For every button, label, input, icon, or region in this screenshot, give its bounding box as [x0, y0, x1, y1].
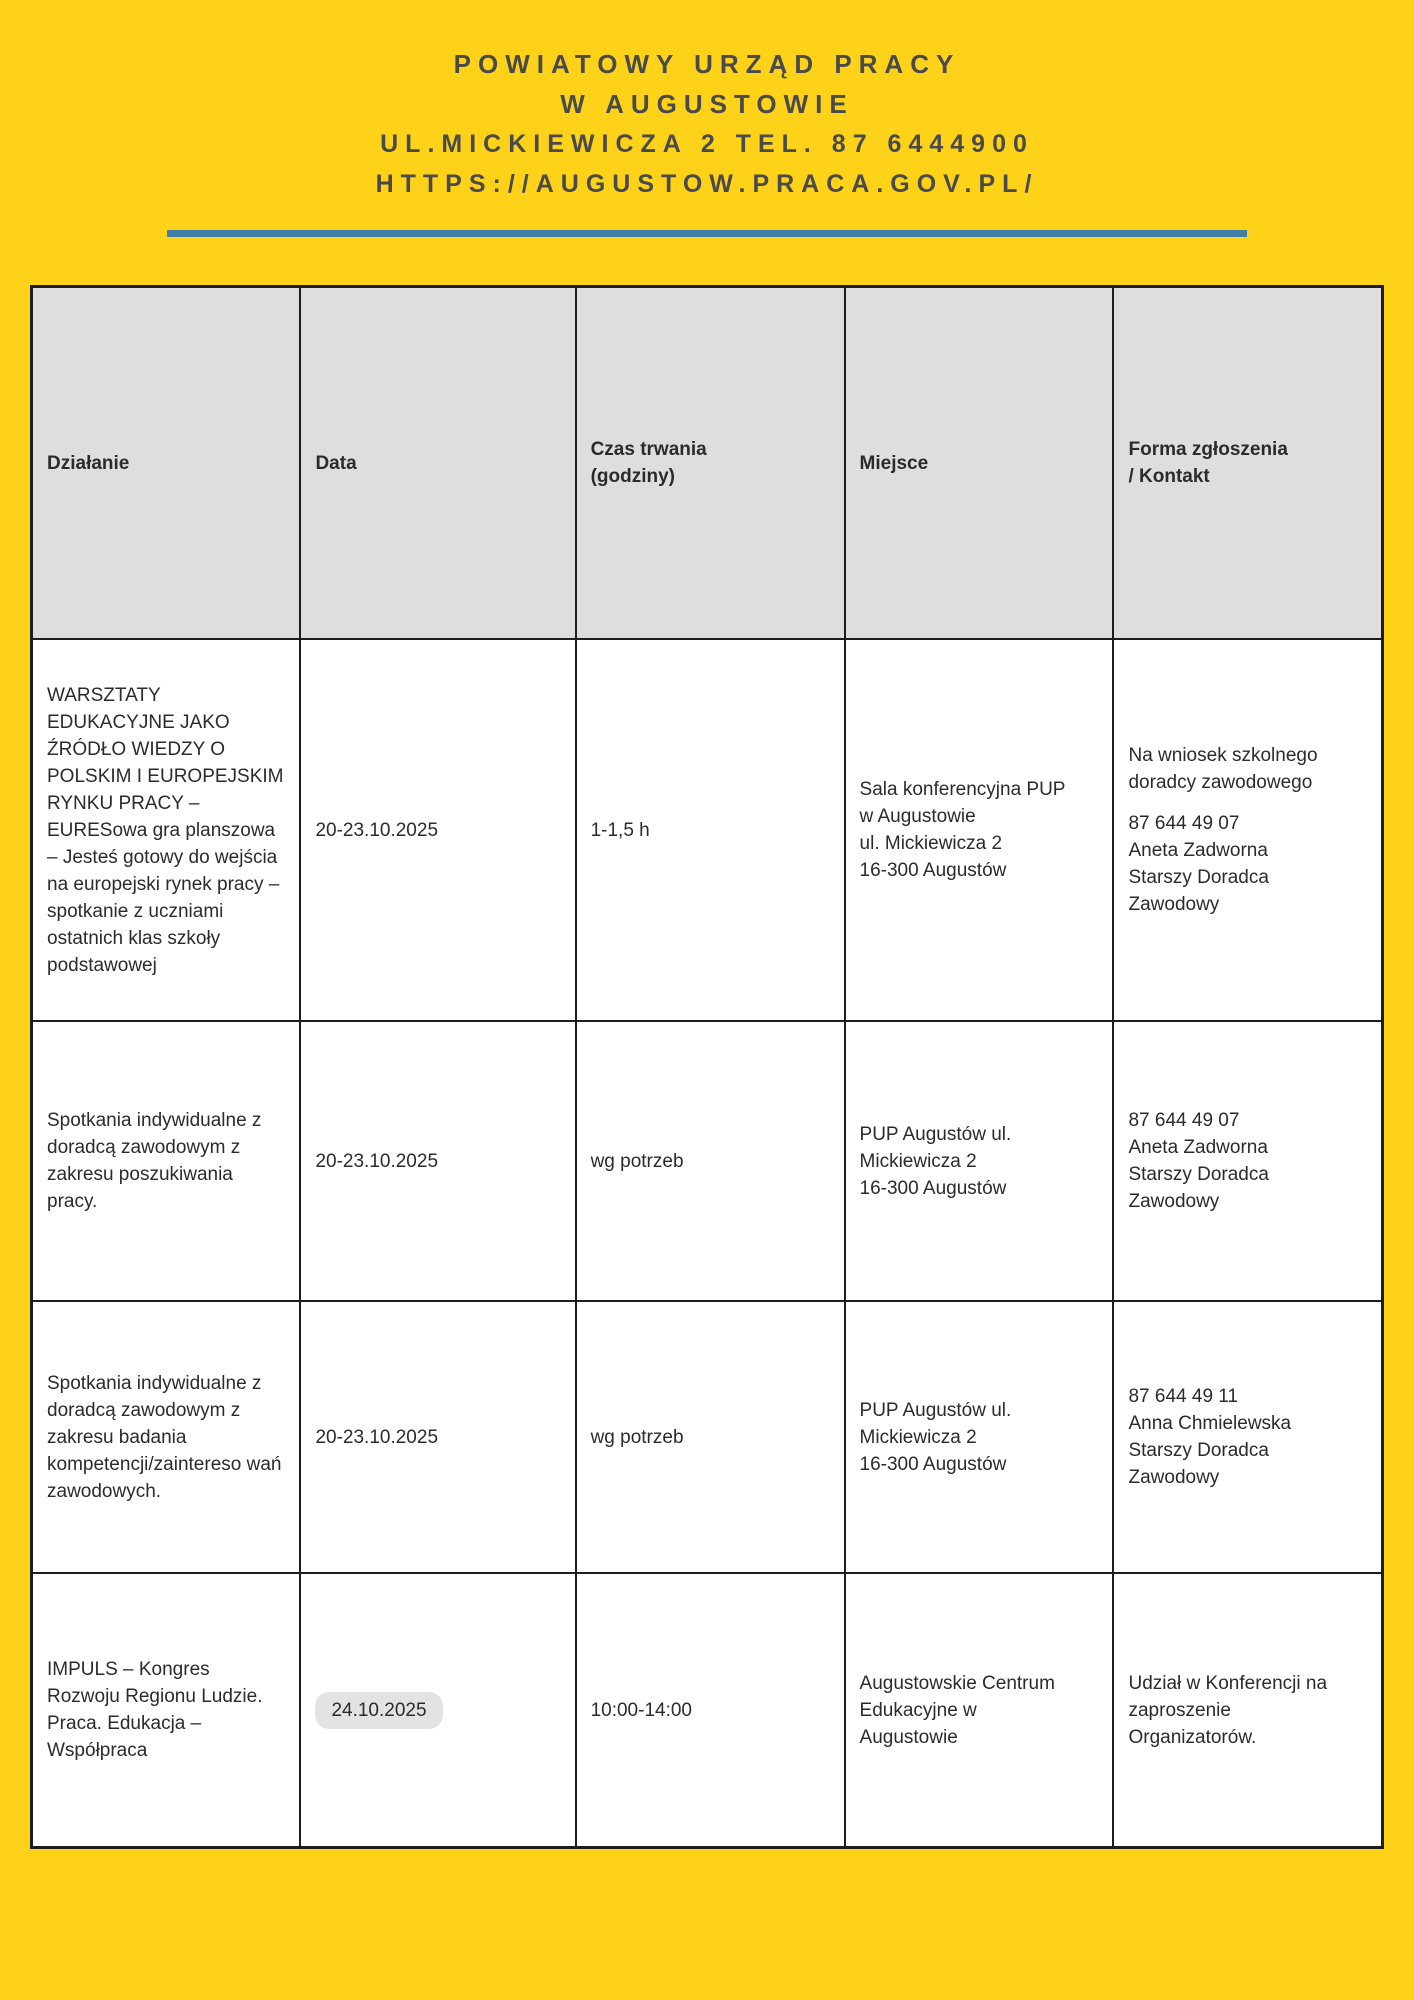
kontakt-line: Organizatorów. — [1128, 1726, 1257, 1748]
column-header-czas-line1: Czas trwania — [590, 439, 707, 460]
cell-kontakt — [1113, 1573, 1382, 1848]
kontakt-line: doradcy zawodowego — [1128, 772, 1313, 793]
date-chip: 24.10.2025 — [315, 1692, 442, 1729]
column-header-data: Data — [300, 287, 575, 640]
column-header-czas-trwania — [576, 287, 845, 640]
table-body — [32, 639, 1383, 1848]
kontakt-details — [1128, 1383, 1367, 1491]
miejsce-line: 16-300 Augustów — [859, 1177, 1007, 1199]
table-row — [32, 1573, 1383, 1848]
cell-kontakt — [1113, 1301, 1382, 1573]
header-divider — [167, 230, 1247, 237]
cell-czas: 1-1,5 h — [576, 639, 845, 1021]
table-row — [32, 1021, 1383, 1301]
column-header-kontakt-line2: / Kontakt — [1128, 466, 1210, 487]
header — [0, 0, 1414, 237]
kontakt-note — [1128, 742, 1367, 796]
kontakt-details — [1128, 810, 1367, 918]
kontakt-role-line1: Starszy Doradca — [1128, 867, 1269, 888]
header-line-city: W AUGUSTOWIE — [560, 89, 854, 119]
column-header-kontakt — [1113, 287, 1382, 640]
kontakt-role-line2: Zawodowy — [1128, 1467, 1220, 1488]
cell-data: 20-23.10.2025 — [300, 1021, 575, 1301]
miejsce-line: Mickiewicza 2 — [859, 1150, 977, 1172]
kontakt-phone: 87 644 49 07 — [1128, 813, 1240, 834]
schedule-table-container — [30, 285, 1384, 1849]
kontakt-phone: 87 644 49 07 — [1128, 1110, 1240, 1131]
schedule-table — [30, 285, 1384, 1849]
miejsce-line: 16-300 Augustów — [859, 1453, 1007, 1475]
miejsce-line: Sala konferencyjna PUP — [859, 779, 1066, 800]
cell-dzialanie: Spotkania indywidualne z doradcą zawodowym z zakresu poszukiwania pracy. — [32, 1021, 301, 1301]
cell-dzialanie: Spotkania indywidualne z doradcą zawodowym z zakresu badania kompetencji/zaintereso wań zawodowych. — [32, 1301, 301, 1573]
kontakt-person: Anna Chmielewska — [1128, 1413, 1292, 1434]
miejsce-line: Mickiewicza 2 — [859, 1426, 977, 1448]
cell-miejsce — [845, 1021, 1114, 1301]
cell-data — [300, 1573, 575, 1848]
kontakt-phone: 87 644 49 11 — [1128, 1386, 1239, 1407]
cell-czas: wg potrzeb — [576, 1301, 845, 1573]
cell-miejsce — [845, 639, 1114, 1021]
kontakt-person: Aneta Zadworna — [1128, 840, 1268, 861]
cell-kontakt — [1113, 639, 1382, 1021]
miejsce-line: w Augustowie — [859, 806, 976, 827]
cell-miejsce — [845, 1301, 1114, 1573]
miejsce-line: PUP Augustów ul. — [859, 1123, 1012, 1145]
header-line-address-phone: UL.MICKIEWICZA 2 TEL. 87 6444900 — [380, 130, 1034, 158]
cell-kontakt — [1113, 1021, 1382, 1301]
column-header-czas-line2: (godziny) — [590, 466, 676, 487]
kontakt-spacer — [1128, 796, 1367, 810]
cell-czas: 10:00-14:00 — [576, 1573, 845, 1848]
kontakt-details — [1128, 1107, 1367, 1215]
miejsce-line: Edukacyjne w — [859, 1699, 977, 1721]
table-row — [32, 1301, 1383, 1573]
cell-data: 20-23.10.2025 — [300, 1301, 575, 1573]
header-line-office-name: POWIATOWY URZĄD PRACY — [453, 49, 961, 79]
kontakt-line: Na wniosek szkolnego — [1128, 745, 1318, 766]
cell-data: 20-23.10.2025 — [300, 639, 575, 1021]
kontakt-line: Udział w Konferencji na — [1128, 1672, 1328, 1694]
cell-miejsce — [845, 1573, 1114, 1848]
cell-dzialanie: WARSZTATY EDUKACYJNE JAKO ŹRÓDŁO WIEDZY O POLSKIM I EUROPEJSKIM RYNKU PRACY – EURESowa gra planszowa – Jesteś gotowy do wejścia na europejski rynek pracy – spotkanie z uczniami ostatnich klas szkoły podstawowej — [32, 639, 301, 1021]
kontakt-role-line2: Zawodowy — [1128, 894, 1220, 915]
kontakt-role-line2: Zawodowy — [1128, 1191, 1220, 1212]
kontakt-person: Aneta Zadworna — [1128, 1137, 1268, 1158]
kontakt-line: zaproszenie — [1128, 1699, 1231, 1721]
cell-czas: wg potrzeb — [576, 1021, 845, 1301]
table-header-row — [32, 287, 1383, 640]
cell-dzialanie: IMPULS – Kongres Rozwoju Regionu Ludzie. Praca. Edukacja – Współpraca — [32, 1573, 301, 1848]
column-header-dzialanie: Działanie — [32, 287, 301, 640]
miejsce-line: ul. Mickiewicza 2 — [859, 833, 1003, 854]
miejsce-line: Augustowskie Centrum — [859, 1672, 1055, 1694]
miejsce-line: PUP Augustów ul. — [859, 1399, 1012, 1421]
header-line-website: HTTPS://AUGUSTOW.PRACA.GOV.PL/ — [375, 170, 1039, 198]
miejsce-line: Augustowie — [859, 1726, 958, 1748]
kontakt-role-line1: Starszy Doradca — [1128, 1440, 1269, 1461]
column-header-miejsce: Miejsce — [845, 287, 1114, 640]
miejsce-line: 16-300 Augustów — [859, 860, 1007, 881]
table-row — [32, 639, 1383, 1021]
kontakt-role-line1: Starszy Doradca — [1128, 1164, 1269, 1185]
column-header-kontakt-line1: Forma zgłoszenia — [1128, 439, 1288, 460]
